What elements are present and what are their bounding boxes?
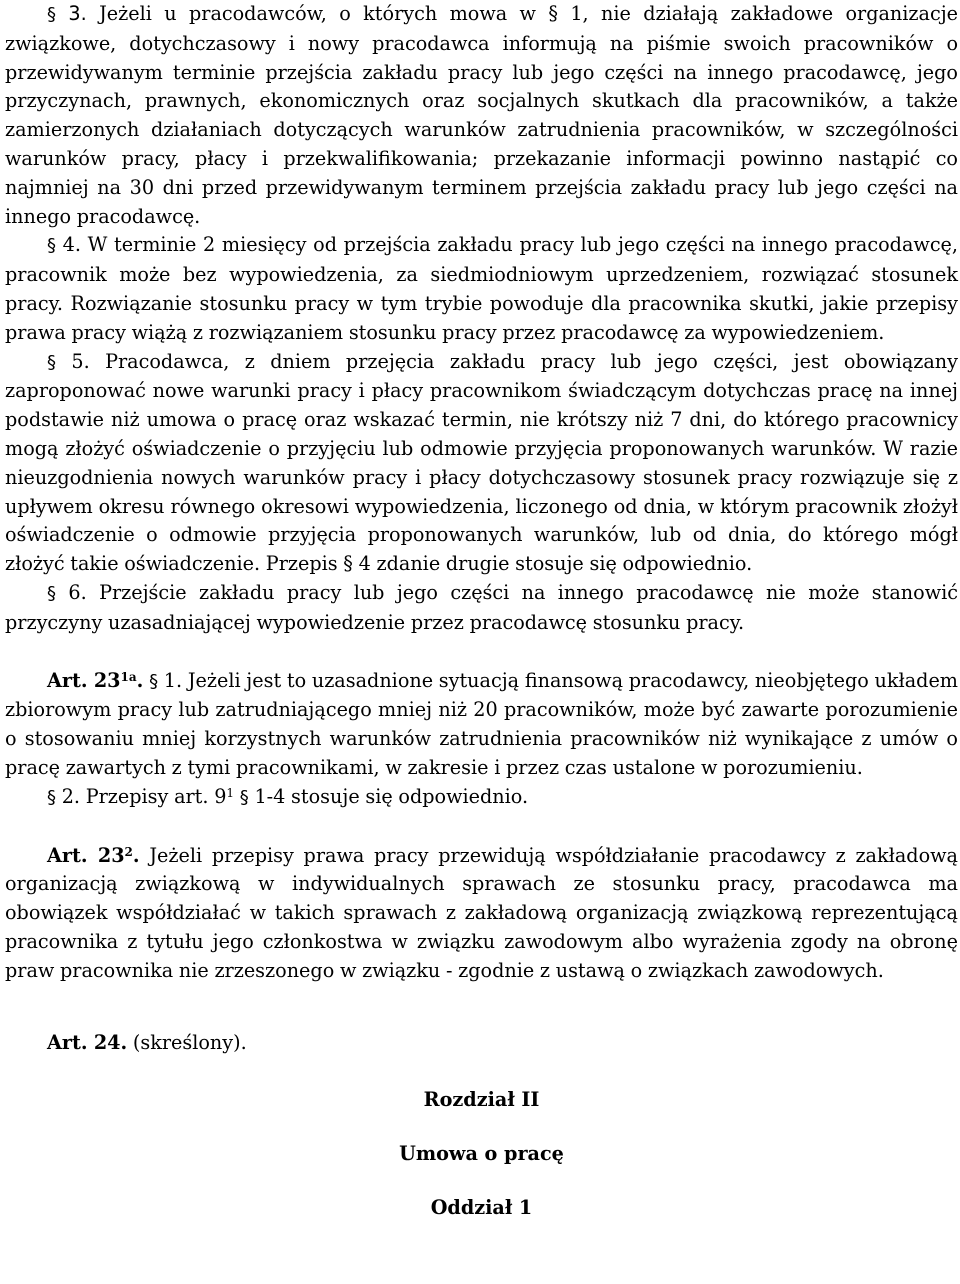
- paragraph-text: W terminie 2 miesięcy od przejścia zakładu pracy lub jego części na innego pracodawcę, pracownik może bez wypowiedzenia, za siedmiodniowym uprzedzeniem, rozwiązać stosunek pracy. Rozwiązanie stosunku pracy w tym trybie powoduje dla pracownika skutki, jakie przepisy prawa pracy wiążą z rozwiązaniem stosunku pracy przez pracodawcę za wypowiedzeniem.: [5, 233, 959, 344]
- paragraph-text: Jeżeli u pracodawców, o których mowa w § 1, nie działają zakładowe organizacje związkowe, dotychczasowy i nowy pracodawca informują na piśmie swoich pracowników o przewidywanym terminie przejścia zakładu pracy lub jego części na innego pracodawcę, jego przyczynach, prawnych, ekonomicznych oraz socjalnych skutkach dla pracowników, a także zamierzonych działaniach dotyczących warunków zatrudnienia pracowników, w szczególności warunków pracy, płacy i przekwalifikowania; przekazanie informacji powinno nastąpić co najmniej na 30 dni przed przewidywanym terminem przejścia zakładu pracy lub jego części na innego pracodawcę.: [5, 2, 959, 228]
- article-label: Art. 24.: [47, 1030, 128, 1054]
- section-sign: §: [47, 582, 56, 604]
- section-sign: §: [47, 4, 56, 25]
- spacer: [5, 1169, 958, 1194]
- paragraph-number: 6.: [68, 580, 87, 604]
- article-23-1a-paragraph-2: [5, 783, 958, 813]
- article-23-1a: [5, 667, 958, 783]
- spacer: [5, 1115, 958, 1140]
- spacer: [5, 638, 958, 667]
- paragraph-number: 2.: [61, 784, 81, 808]
- spacer: [5, 986, 958, 1029]
- chapter-heading: Rozdział II: [423, 1088, 540, 1112]
- paragraph-number: 3.: [68, 2, 87, 25]
- article-label: Art. $23^2$.: [47, 843, 140, 867]
- paragraph-4: [5, 231, 958, 347]
- paragraph-text: Jeżeli jest to uzasadnione sytuacją finansową pracodawcy, nieobjętego układem zbiorowym pracy lub zatrudniającego mniej niż 20 pracowników, może być zawarte porozumienie o stosowaniu mniej korzystnych warunków zatrudnienia pracowników niż wynikające z umów o pracę zawartych z tymi pracownikami, w zakresie i przez czas ustalone w porozumieniu.: [5, 668, 959, 779]
- article-24: [5, 1029, 958, 1058]
- paragraph-number: 4.: [62, 233, 81, 257]
- paragraph-text: (skreślony).: [132, 1030, 247, 1054]
- paragraph-text: Pracodawca, z dniem przejęcia zakładu pracy lub jego części, jest obowiązany zaproponować nowe warunki pracy i płacy pracownikom świadczącym dotychczas pracę na innej podstawie niż umowa o pracę oraz wskazać termin, nie krótszy niż 7 dni, do którego pracownicy mogą złożyć oświadczenie o przyjęciu lub odmowie przyjęcia proponowanych warunków. W razie nieuzgodnienia nowych warunków pracy i płacy dotychczasowy stosunek pracy rozwiązuje się z upływem okresu równego okresowi wypowiedzenia, liczonego od dnia, w którym pracownik złożył oświadczenie o odmowie przyjęcia proponowanych warunków, lub od dnia, do którego mógł złożyć takie oświadczenie. Przepis § 4 zdanie drugie stosuje się odpowiednio.: [5, 349, 959, 576]
- document-page: [5, 0, 958, 1223]
- section-sign: §: [47, 235, 56, 257]
- division-heading: Oddział 1: [430, 1195, 533, 1219]
- spacer: [5, 1057, 958, 1086]
- paragraph-5: [5, 348, 958, 579]
- paragraph-6: [5, 579, 958, 638]
- section-sign: §: [149, 670, 159, 692]
- paragraph-number: 1.: [163, 668, 183, 692]
- section-sign: §: [47, 351, 56, 373]
- paragraph-number: 5.: [71, 349, 90, 373]
- chapter-title: Umowa o pracę: [399, 1142, 564, 1166]
- paragraph-text: Jeżeli przepisy prawa pracy przewidują współdziałanie pracodawcy z zakładową organizacją związkową w indywidualnych sprawach ze stosunku pracy, pracodawca ma obowiązek współdziałać w takich sprawach z zakładową organizacją związkową reprezentującą pracownika z tytułu jego członkostwa w związku zawodowym albo wyrażenia zgody na obronę praw pracownika nie zrzeszonego w związku - zgodnie z ustawą o związkach zawodowych.: [5, 843, 958, 982]
- paragraph-text: Przepisy art. $9^1$ § 1-4 stosuje się odpowiednio.: [85, 784, 529, 808]
- paragraph-3: [5, 0, 958, 231]
- paragraph-text: Przejście zakładu pracy lub jego części na innego pracodawcę nie może stanowić przyczyny uzasadniającej wypowiedzenie przez pracodawcę stosunku pracy.: [5, 580, 959, 634]
- article-23-2: [5, 842, 958, 986]
- article-label: Art. $23^{1a}$.: [47, 668, 144, 692]
- spacer: [5, 813, 958, 842]
- section-sign: §: [47, 786, 56, 808]
